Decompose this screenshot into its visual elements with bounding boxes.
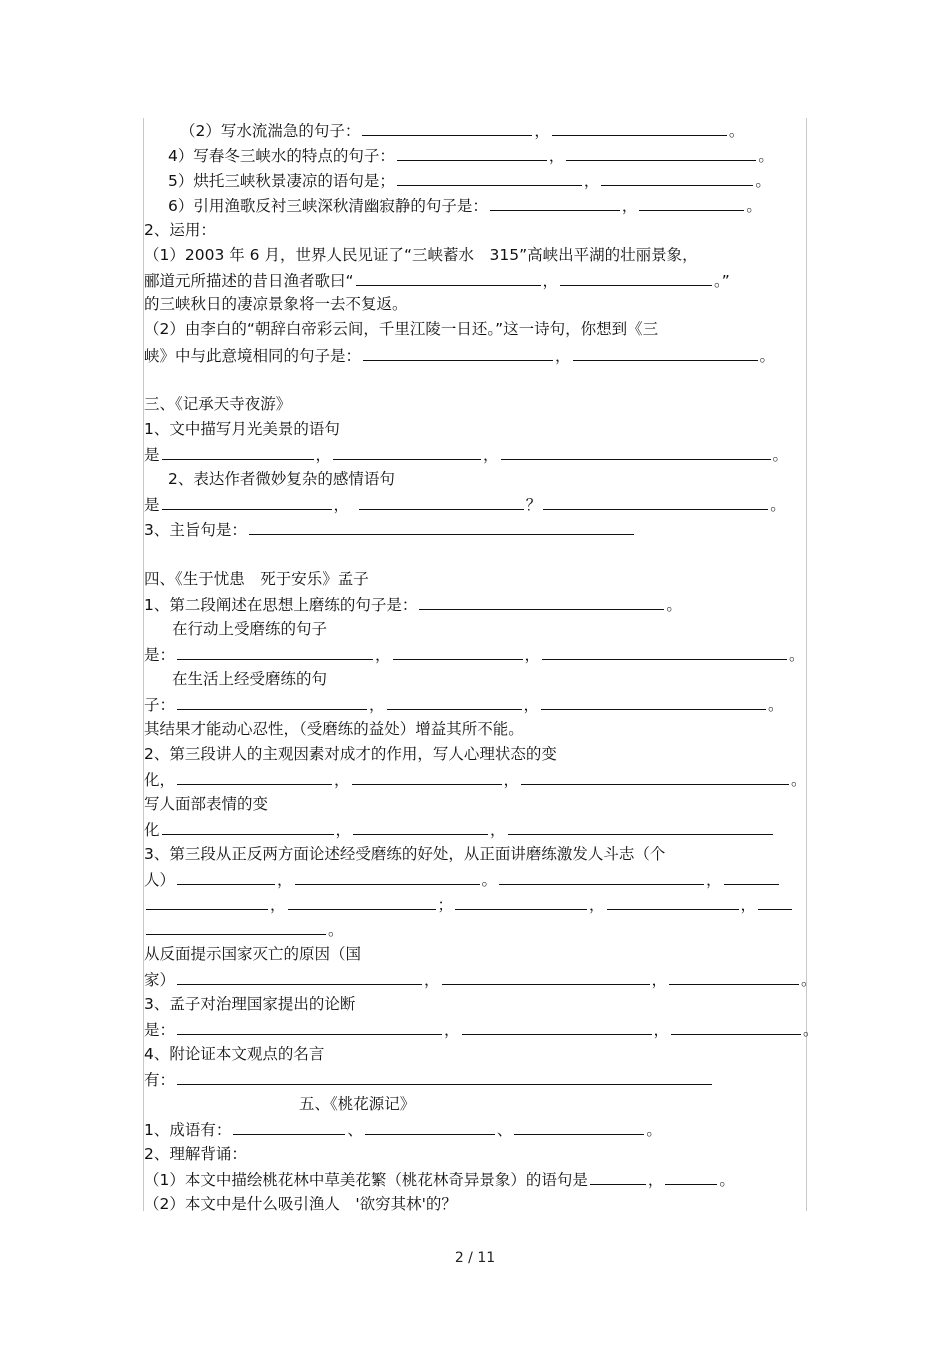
fill-in-blank[interactable]: [249, 517, 634, 535]
fill-in-blank[interactable]: [387, 692, 522, 710]
text-line: [144, 168, 830, 193]
line-text: 。: [759, 347, 776, 365]
text-line: [144, 792, 806, 817]
fill-in-blank[interactable]: [162, 442, 314, 460]
text-line: [144, 942, 806, 967]
line-text: ，: [315, 446, 332, 464]
line-text: ，: [548, 147, 565, 165]
fill-in-blank[interactable]: [419, 592, 664, 610]
fill-in-blank[interactable]: [177, 692, 367, 710]
text-line: [144, 867, 806, 892]
line-text: ，: [483, 446, 499, 464]
line-text: ，: [583, 172, 600, 190]
text-line: [144, 392, 806, 417]
fill-in-blank[interactable]: [333, 442, 481, 460]
fill-in-blank[interactable]: [607, 892, 739, 910]
line-text: 1、第二段阐述在思想上磨练的句子是：: [144, 596, 418, 614]
right-border: [806, 118, 807, 1211]
line-text: 。: [770, 496, 786, 514]
fill-in-blank[interactable]: [665, 1167, 717, 1185]
line-text: ，: [621, 197, 638, 215]
line-text: ，: [270, 896, 286, 914]
fill-in-blank[interactable]: [573, 343, 758, 361]
fill-in-blank[interactable]: [356, 268, 541, 286]
line-text: ，: [424, 971, 440, 989]
line-text: ，: [589, 896, 605, 914]
fill-in-blank[interactable]: [177, 867, 275, 885]
line-text: 、: [496, 1121, 513, 1139]
text-line: [144, 992, 806, 1017]
fill-in-blank[interactable]: [541, 692, 766, 710]
line-text: ，: [333, 496, 357, 514]
line-text: 。: [758, 147, 774, 165]
line-text: 是：: [144, 1021, 176, 1039]
text-line: [144, 442, 806, 467]
line-text: 2、理解背诵：: [144, 1145, 247, 1163]
line-text: 郦道元所描述的昔日渔者歌曰“: [144, 272, 354, 290]
text-line: [144, 642, 806, 667]
line-text: 化: [144, 821, 160, 839]
fill-in-blank[interactable]: [177, 967, 422, 985]
fill-in-blank[interactable]: [462, 1017, 652, 1035]
line-text: 的三峡秋日的凄凉景象将一去不复返。: [144, 295, 408, 313]
line-text: ，: [369, 696, 385, 714]
line-text: 写人面部表情的变: [144, 795, 269, 813]
line-text: （2）写水流湍急的句子：: [180, 122, 361, 140]
fill-in-blank[interactable]: [508, 817, 773, 835]
text-line: [144, 692, 806, 717]
fill-in-blank[interactable]: [639, 193, 744, 211]
fill-in-blank[interactable]: [514, 1117, 644, 1135]
text-line: [144, 817, 806, 842]
fill-in-blank[interactable]: [397, 168, 582, 186]
fill-in-blank[interactable]: [353, 817, 488, 835]
line-text: （1）2003 年 6 月，世界人民见证了“三峡蓄水 315”高峡出平湖的壮丽景象，: [144, 246, 698, 264]
line-text: 2、第三段讲人的主观因素对成才的作用，写人心理状态的变: [144, 745, 557, 763]
line-text: ，: [375, 646, 391, 664]
text-line: [144, 517, 806, 542]
text-line: [144, 292, 806, 317]
fill-in-blank[interactable]: [177, 1067, 712, 1085]
fill-in-blank[interactable]: [601, 168, 753, 186]
fill-in-blank[interactable]: [758, 892, 792, 910]
fill-in-blank[interactable]: [177, 1017, 442, 1035]
line-text: 。: [328, 921, 344, 939]
line-text: ，: [542, 272, 559, 290]
fill-in-blank[interactable]: [162, 817, 334, 835]
line-text: ；: [437, 896, 454, 914]
fill-in-blank[interactable]: [542, 642, 787, 660]
fill-in-blank[interactable]: [669, 967, 799, 985]
fill-in-blank[interactable]: [543, 492, 768, 510]
line-text: 。: [755, 172, 771, 190]
text-line: [144, 118, 842, 143]
fill-in-blank[interactable]: [455, 892, 587, 910]
line-text: 6）引用渔歌反衬三峡深秋清幽寂静的句子是：: [168, 197, 488, 215]
line-text: 从反面提示国家灭亡的原因（国: [144, 945, 362, 963]
fill-in-blank[interactable]: [288, 892, 436, 910]
line-text: 三、《记承天寺夜游》: [144, 395, 292, 413]
line-text: ，: [524, 646, 541, 664]
line-text: 4、附论证本文观点的名言: [144, 1045, 325, 1063]
fill-in-blank[interactable]: [362, 118, 532, 136]
line-text: 4）写春冬三峡水的特点的句子：: [168, 147, 395, 165]
fill-in-blank[interactable]: [501, 442, 771, 460]
text-line: [144, 917, 806, 942]
fill-in-blank[interactable]: [162, 492, 332, 510]
line-text: 在生活上经受磨练的句: [172, 670, 328, 688]
line-text: 其结果才能动心忍性，（受磨练的益处）增益其所不能。: [144, 720, 524, 738]
line-text: 1、成语有：: [144, 1121, 232, 1139]
text-line: [144, 767, 806, 792]
line-text: 、: [347, 1121, 363, 1139]
text-line: [144, 467, 830, 492]
line-text: 。”: [714, 272, 730, 290]
line-text: 五、《桃花源记》: [299, 1095, 416, 1113]
line-text: 化，: [144, 771, 176, 789]
text-line: [144, 143, 830, 168]
text-line: [144, 842, 806, 867]
text-line: [144, 417, 806, 442]
line-text: 是: [144, 446, 160, 464]
text-line: [144, 1167, 806, 1192]
fill-in-blank[interactable]: [490, 193, 620, 211]
line-text: 。: [666, 596, 682, 614]
line-text: ，: [651, 971, 668, 989]
text-line: [144, 667, 834, 692]
fill-in-blank[interactable]: [397, 143, 547, 161]
fill-in-blank[interactable]: [560, 268, 712, 286]
line-text: 子：: [144, 696, 176, 714]
page-number: 2 / 11: [454, 1250, 496, 1266]
text-line: [144, 892, 806, 917]
text-line: [144, 1092, 950, 1117]
fill-in-blank[interactable]: [146, 917, 326, 935]
fill-in-blank[interactable]: [590, 1167, 646, 1185]
line-text: 。: [646, 1121, 662, 1139]
text-line: [144, 717, 806, 742]
fill-in-blank[interactable]: [352, 767, 502, 785]
line-text: ，: [523, 696, 540, 714]
line-text: （2）本文中是什么吸引渔人 '欲穷其林'的？: [144, 1195, 457, 1213]
fill-in-blank[interactable]: [233, 1117, 345, 1135]
text-line: [144, 218, 806, 243]
text-line: [144, 243, 806, 268]
line-text: ，: [277, 871, 293, 889]
line-text: 。: [801, 971, 817, 989]
fill-in-blank[interactable]: [359, 492, 524, 510]
fill-in-blank[interactable]: [365, 1117, 495, 1135]
line-text: （2）由李白的“朝辞白帝彩云间，千里江陵一日还。”这一诗句，你想到《三: [144, 320, 659, 338]
fill-in-blank[interactable]: [177, 642, 373, 660]
line-text: 。: [746, 197, 762, 215]
fill-in-blank[interactable]: [671, 1017, 801, 1035]
line-text: 家）: [144, 971, 176, 989]
line-text: ，: [706, 871, 722, 889]
text-line: [144, 317, 806, 342]
fill-in-blank[interactable]: [552, 118, 727, 136]
fill-in-blank[interactable]: [363, 343, 553, 361]
fill-in-blank[interactable]: [499, 867, 704, 885]
line-text: ，: [647, 1171, 664, 1189]
line-text: 有：: [144, 1071, 176, 1089]
text-line: [144, 1117, 806, 1142]
text-line: [144, 1192, 806, 1217]
line-text: ，: [335, 821, 352, 839]
line-text: 。: [719, 1171, 735, 1189]
line-text: ，: [334, 771, 350, 789]
fill-in-blank[interactable]: [442, 967, 650, 985]
text-line: [144, 1142, 806, 1167]
line-text: 2、运用：: [144, 221, 216, 239]
text-line: [144, 492, 806, 517]
line-text: 5）烘托三峡秋景凄凉的语句是；: [168, 172, 395, 190]
line-text: 。: [728, 122, 745, 140]
line-text: 人）: [144, 871, 176, 889]
line-text: ，: [555, 347, 571, 365]
text-line: [144, 967, 817, 992]
line-text: ，: [490, 821, 506, 839]
fill-in-blank[interactable]: [393, 642, 523, 660]
text-line: [144, 343, 806, 368]
fill-in-blank[interactable]: [146, 892, 268, 910]
text-line: [144, 268, 806, 293]
line-text: 3、第三段从正反两方面论述经受磨练的好处，从正面讲磨练激发人斗志（个: [144, 845, 666, 863]
line-text: ，: [534, 122, 550, 140]
line-text: ，: [653, 1021, 670, 1039]
line-text: 2、表达作者微妙复杂的感情语句: [168, 470, 395, 488]
line-text: 。: [803, 1021, 819, 1039]
line-text: 是: [144, 496, 160, 514]
line-text: 。: [791, 771, 807, 789]
fill-in-blank[interactable]: [724, 867, 779, 885]
text-line: [144, 742, 806, 767]
fill-in-blank[interactable]: [521, 767, 789, 785]
line-text: 。: [768, 696, 784, 714]
line-text: ，: [503, 771, 520, 789]
line-text: ？: [525, 496, 542, 514]
line-text: 。: [772, 446, 789, 464]
line-text: 3、主旨句是：: [144, 521, 247, 539]
line-text: 峡》中与此意境相同的句子是：: [144, 347, 362, 365]
text-line: [144, 193, 830, 218]
text-line: [144, 1067, 806, 1092]
line-text: 1、文中描写月光美景的语句: [144, 420, 340, 438]
line-text: ，: [444, 1021, 460, 1039]
fill-in-blank[interactable]: [295, 867, 480, 885]
text-line: [144, 1042, 806, 1067]
text-line: [144, 567, 806, 592]
text-line: [144, 1017, 819, 1042]
line-text: （1）本文中描绘桃花林中草美花繁（桃花林奇异景象）的语句是: [144, 1171, 588, 1189]
fill-in-blank[interactable]: [566, 143, 756, 161]
fill-in-blank[interactable]: [177, 767, 332, 785]
line-text: 。: [789, 646, 805, 664]
line-text: 是：: [144, 646, 176, 664]
line-text: 。: [481, 871, 498, 889]
line-text: ，: [740, 896, 757, 914]
text-line: [144, 617, 834, 642]
text-line: [144, 592, 806, 617]
line-text: 四、《生于忧患 死于安乐》孟子: [144, 570, 369, 588]
line-text: 3、孟子对治理国家提出的论断: [144, 995, 356, 1013]
line-text: 在行动上受磨练的句子: [172, 620, 328, 638]
